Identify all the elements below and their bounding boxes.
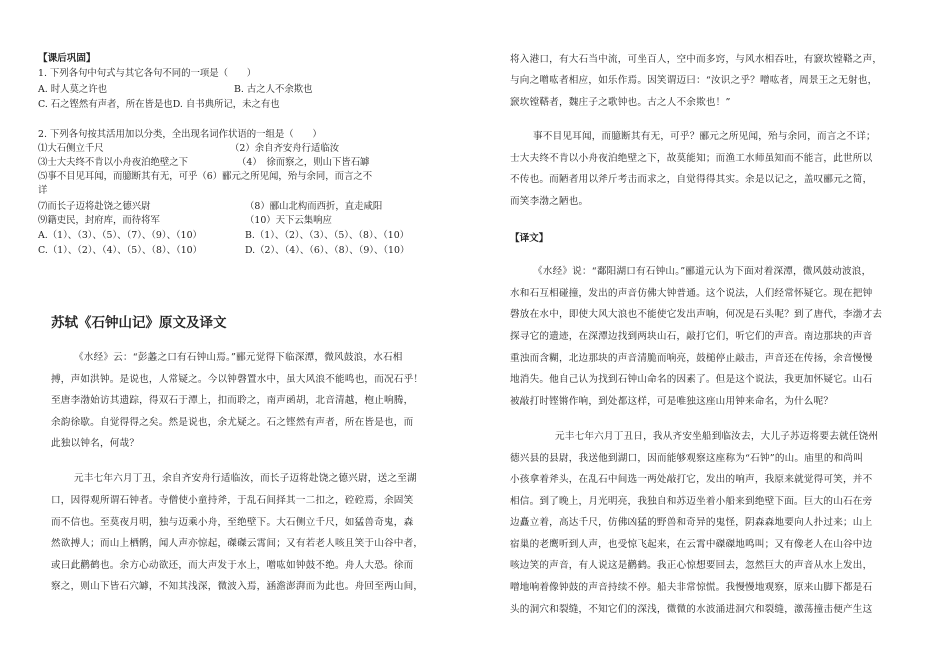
text-line: 头的洞穴和裂缝，不知它们的深浅，微微的水波涌进洞穴和裂缝，激荡撞击便产生这 [510,604,873,615]
text-line: 至唐李渤始访其遗踪，得双石于潭上，扣而聆之，南声函胡，北音清越，枹止响腾， [51,395,414,406]
q2-option-d: D.（2）、（4）、（6）、（8）、（9）、（10） [245,245,410,256]
text-line: 元丰七年六月丁丑日，我从齐安坐船到临汝去，大儿子苏迈将要去就任饶州 [555,431,879,442]
q2-item-4: （4） 徐而察之，则山下皆石罅 [237,157,370,168]
text-line: 搏，声如洪钟。是说也，人常疑之。今以钟磬置水中，虽大风浪不能鸣也，而况石乎！ [51,374,424,385]
text-line: 余韵徐歇。自觉得得之矣。然是说也，余尤疑之。石之铿然有声者，所在皆是也，而 [51,417,414,428]
q2-item-7: ⑺而长子迈将赴饶之德兴尉 [38,201,151,212]
text-line: 磬放在水中，即使大风大浪也不能使它发出声响，何况是石头呢？到了唐代，李渤才去 [510,309,883,320]
text-line: 而不信也。至莫夜月明，独与迈乘小舟，至绝壁下。大石侧立千尺，如猛兽奇鬼，森 [51,517,414,528]
text-line: 被敲打时铿锵作响，到处都这样，可是唯独这座山用钟来命名，为什么呢？ [510,396,834,407]
text-line: 水和石互相碰撞，发出的声音仿佛大钟普通。这个说法，人们经常怀疑它。现在把钟 [510,288,873,299]
q2-item-3: ⑶士大夫终不肯以小舟夜泊绝壁之下 [38,157,189,168]
text-line: 而笑李渤之陋也。 [510,196,589,207]
text-line: 与向之噌吰者相应，如乐作焉。因笑谓迈曰：“汝识之乎？噌吰者，周景王之无射也， [510,75,878,86]
text-line: 不传也。而陋者用以斧斤考击而求之，自觉得得其实。余是以记之，盖叹郦元之简， [510,174,873,185]
q2-item-1: ⑴大石侧立千尺 [38,143,104,154]
text-line: 《水经》云：“彭蠡之口有石钟山焉。”郦元觉得下临深潭，微风鼓浪，水石相 [74,352,403,363]
q1-option-a: A. 时人莫之许也 [38,84,107,95]
q2-option-b: B.（1）、（2）、（3）、（5）、（8）、（10） [245,230,410,241]
text-line: 口，因得观所谓石钟者。寺僧使小童持斧，于乱石间择其一二扣之，硿硿焉，余固笑 [51,495,414,506]
text-line: 探寻它的遗迹，在深潭边找到两块山石，敲打它们，听它们的声音。南边那块的声音 [510,331,873,342]
q2-option-a: A.（1）、（3）、（5）、（7）、（9）、（10） [38,230,202,241]
text-line: 重浊而含糊，北边那块的声音清脆而响亮，鼓槌停止敲击，声音还在传扬，余音慢慢 [510,353,873,364]
text-line: 小孩拿着斧头，在乱石中间选一两处敲打它，发出的响声，我原来就觉得可笑，并不 [510,474,873,485]
text-line: 事不目见耳闻，而臆断其有无，可乎？郦元之所见闻，殆与余同，而言之不详； [533,131,876,142]
text-line: 或曰此鹳鹤也。余方心动欲还，而大声发于水上，噌吰如钟鼓不绝。舟人大恐。徐而 [51,560,414,571]
q2-stem: 2. 下列各句按其活用加以分类，全出现名词作状语的一组是（ ） [38,129,322,140]
text-line: 边矗立着，高达千尺，仿佛凶猛的野兽和奇异的鬼怪，阴森森地要向人扑过来；山上 [510,517,873,528]
q2-item-10: （10）天下云集响应 [245,215,332,226]
q2-item-5-6: ⑸事不目见耳闻，而臆断其有无，可乎（6）郦元之所见闻，殆与余同，而言之不 [38,171,373,182]
text-line: 《水经》说：“鄱阳湖口有石钟山。”郦道元认为下面对着深潭，微风鼓动波浪， [533,266,872,277]
article-title: 苏轼《石钟山记》原文及译文 [51,315,227,331]
q1-option-cd [38,99,280,111]
text-line: 然欲搏人；而山上栖鹘，闻人声亦惊起，磔磔云霄间；又有若老人咳且笑于山谷中者， [51,538,424,549]
text-line: 窾坎镗鞳者，魏庄子之歌钟也。古之人不余欺也！” [510,97,731,108]
q2-item-8: （8）郦山北构而西折，直走咸阳 [245,201,383,212]
text-line: 将入港口，有大石当中流，可坐百人，空中而多窍，与风水相吞吐，有窾坎镗鞳之声， [510,54,883,65]
q1-option-b: B. 古之人不余欺也 [234,84,313,95]
review-heading: 【课后巩固】 [38,53,96,64]
text-line: 此独以钟名，何哉？ [51,438,140,449]
text-line: 察之，则山下皆石穴罅，不知其浅深，微波入焉，涵澹澎湃而为此也。舟回至两山间， [51,581,424,592]
q2-item-6-tail: 详 [38,185,48,196]
text-line: 元丰七年六月丁丑，余自齐安舟行适临汝，而长子迈将赴饶之德兴尉，送之至湖 [74,473,417,484]
text-line: 德兴县的县尉，我送他到湖口，因而能够观察这座称为“石钟”的山。庙里的和尚叫 [510,453,863,464]
text-line: 噌地响着像钟鼓的声音持续不停。船夫非常惊慌。我慢慢地观察，原来山脚下都是石 [510,582,873,593]
text-line: 士大夫终不肯以小舟夜泊绝壁之下，故莫能知；而渔工水师虽知而不能言，此世所以 [510,153,873,164]
q2-option-c: C.（1）、（2）、（4）、（5）、（8）、（10） [38,245,202,256]
translation-heading: 【译文】 [510,233,549,244]
q2-item-2: （2）余自齐安舟行适临汝 [230,143,340,154]
text-line: 咳边笑的声音，有人说这是鹳鹤。我正心惊想要回去，忽然巨大的声音从水上发出， [510,560,873,571]
text-line: 地消失。他自己认为找到石钟山命名的因素了。但是这个说法，我更加怀疑它。山石 [510,374,873,385]
q1-option-c: C. 石之铿然有声者，所在皆是也 [38,99,173,110]
text-line: 宿巢的老鹰听到人声，也受惊飞起来，在云霄中磔磔地鸣叫；又有像老人在山谷中边 [510,539,873,550]
text-line: 相信。到了晚上，月光明亮，我独自和苏迈坐着小船来到绝壁下面。巨大的山石在旁 [510,496,873,507]
q2-item-9: ⑼籍吏民，封府库，而待将军 [38,215,160,226]
q1-stem: 1. 下列各句中句式与其它各句不同的一项是（ ） [38,68,257,79]
q1-option-d: D. 自书典所记，未之有也 [172,99,280,110]
